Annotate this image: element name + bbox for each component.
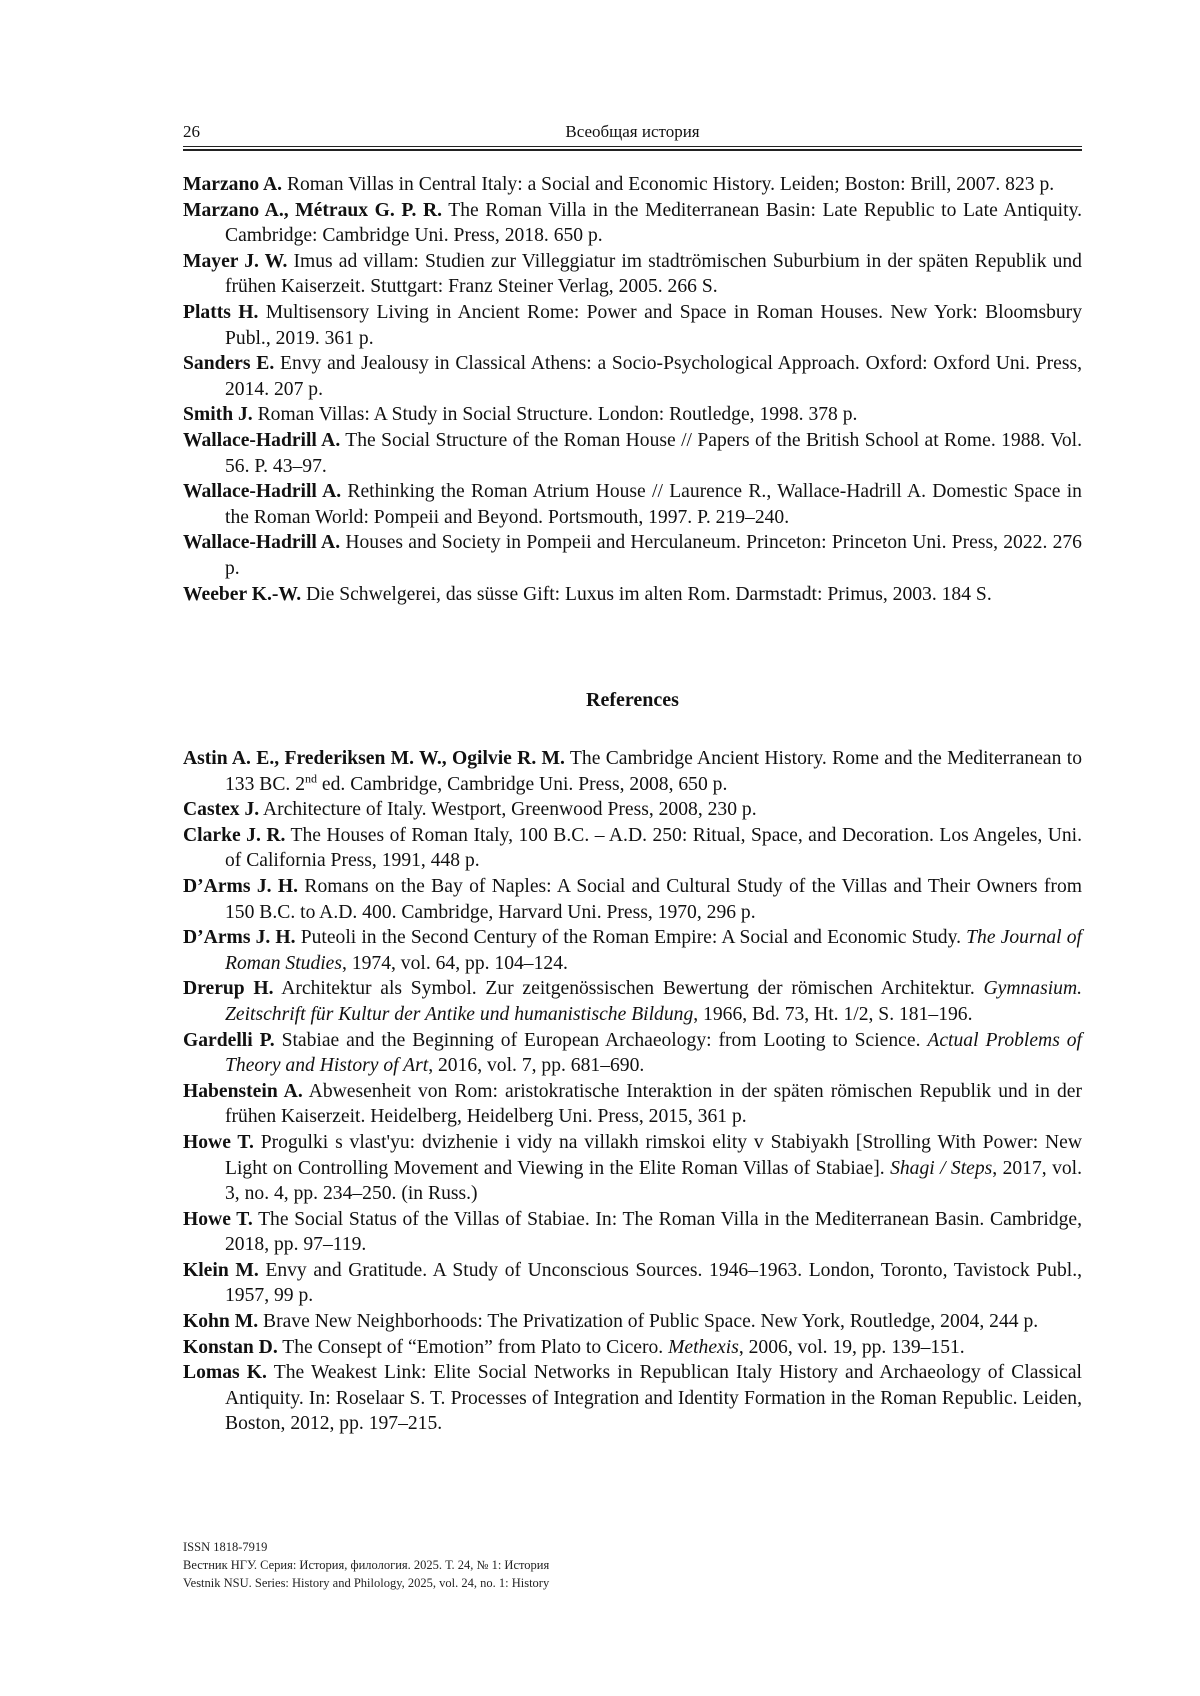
header-rule-thick (183, 149, 1082, 151)
ref-entry: Clarke J. R. The Houses of Roman Italy, 100 B.C. – A.D. 250: Ritual, Space, and Decoration. Los Angeles, Uni. of California Press, 1991, 448 p. (183, 823, 1082, 874)
ref-entry: D’Arms J. H. Romans on the Bay of Naples: A Social and Cultural Study of the Villas and Their Owners from 150 B.C. to A.D. 400. Cambridge, Harvard Uni. Press, 1970, 296 p. (183, 874, 1082, 925)
ref-entry: Howe T. Progulki s vlast'yu: dvizhenie i vidy na villakh rimskoi elity v Stabiyakh [Strolling With Power: New Light on Controlling Movement and Viewing in the Elite Roman Villas of Stabiae]. Shagi / Steps, 2017, vol. 3, no. 4, pp. 234–250. (in Russ.) (183, 1130, 1082, 1207)
page-header (183, 122, 1082, 146)
page-footer (183, 1538, 549, 1592)
bib-entry: Smith J. Roman Villas: A Study in Social Structure. London: Routledge, 1998. 378 p. (183, 402, 1082, 428)
section-title: Всеобщая история (183, 122, 1082, 142)
ref-entry: Castex J. Architecture of Italy. Westport, Greenwood Press, 2008, 230 p. (183, 797, 1082, 823)
ref-entry: Klein M. Envy and Gratitude. A Study of Unconscious Sources. 1946–1963. London, Toronto, Tavistock Publ., 1957, 99 p. (183, 1258, 1082, 1309)
bib-entry: Wallace-Hadrill A. The Social Structure of the Roman House // Papers of the British School at Rome. 1988. Vol. 56. P. 43–97. (183, 428, 1082, 479)
ref-entry: D’Arms J. H. Puteoli in the Second Century of the Roman Empire: A Social and Economic Study. The Journal of Roman Studies, 1974, vol. 64, pp. 104–124. (183, 925, 1082, 976)
bib-entry: Weeber K.-W. Die Schwelgerei, das süsse Gift: Luxus im alten Rom. Darmstadt: Primus, 2003. 184 S. (183, 582, 1082, 608)
ref-entry: Howe T. The Social Status of the Villas of Stabiae. In: The Roman Villa in the Mediterranean Basin. Cambridge, 2018, pp. 97–119. (183, 1207, 1082, 1258)
bib-entry: Platts H. Multisensory Living in Ancient Rome: Power and Space in Roman Houses. New York: Bloomsbury Publ., 2019. 361 p. (183, 300, 1082, 351)
references-list (183, 746, 1082, 1437)
ref-entry: Konstan D. The Consept of “Emotion” from Plato to Cicero. Methexis, 2006, vol. 19, pp. 139–151. (183, 1335, 1082, 1361)
footer-journal-en: Vestnik NSU. Series: History and Philology, 2025, vol. 24, no. 1: History (183, 1574, 549, 1592)
bib-entry: Marzano A., Métraux G. P. R. The Roman Villa in the Mediterranean Basin: Late Republic to Late Antiquity. Cambridge: Cambridge Uni. Press, 2018. 650 p. (183, 198, 1082, 249)
references-heading: References (183, 689, 1082, 712)
ref-entry: Drerup H. Architektur als Symbol. Zur zeitgenössischen Bewertung der römischen Architektur. Gymnasium. Zeitschrift für Kultur der Antike und humanistische Bildung, 1966, Bd. 73, Ht. 1/2, S. 181–196. (183, 976, 1082, 1027)
bib-entry: Mayer J. W. Imus ad villam: Studien zur Villeggiatur im stadtrömischen Suburbium in der späten Republik und frühen Kaiserzeit. Stuttgart: Franz Steiner Verlag, 2005. 266 S. (183, 249, 1082, 300)
footer-issn: ISSN 1818-7919 (183, 1538, 549, 1556)
page-number: 26 (183, 122, 200, 142)
ref-entry: Gardelli P. Stabiae and the Beginning of European Archaeology: from Looting to Science. Actual Problems of Theory and History of Art, 2016, vol. 7, pp. 681–690. (183, 1028, 1082, 1079)
ref-entry: Astin A. E., Frederiksen M. W., Ogilvie R. M. The Cambridge Ancient History. Rome and the Mediterranean to 133 BC. 2nd ed. Cambridge, Cambridge Uni. Press, 2008, 650 p. (183, 746, 1082, 797)
ref-entry: Lomas K. The Weakest Link: Elite Social Networks in Republican Italy History and Archaeology of Classical Antiquity. In: Roselaar S. T. Processes of Integration and Identity Formation in the Roman Republic. Leiden, Boston, 2012, pp. 197–215. (183, 1360, 1082, 1437)
ref-entry: Habenstein A. Abwesenheit von Rom: aristokratische Interaktion in der späten römischen Republik und in der frühen Kaiserzeit. Heidelberg, Heidelberg Uni. Press, 2015, 361 p. (183, 1079, 1082, 1130)
header-rule-thin (183, 146, 1082, 147)
bib-entry: Sanders E. Envy and Jealousy in Classical Athens: a Socio-Psychological Approach. Oxford: Oxford Uni. Press, 2014. 207 p. (183, 351, 1082, 402)
ref-entry: Kohn M. Brave New Neighborhoods: The Privatization of Public Space. New York, Routledge, 2004, 244 p. (183, 1309, 1082, 1335)
bib-entry: Wallace-Hadrill A. Houses and Society in Pompeii and Herculaneum. Princeton: Princeton Uni. Press, 2022. 276 p. (183, 530, 1082, 581)
footer-journal-ru: Вестник НГУ. Серия: История, филология. 2025. Т. 24, № 1: История (183, 1556, 549, 1574)
bib-entry: Marzano A. Roman Villas in Central Italy: a Social and Economic History. Leiden; Boston: Brill, 2007. 823 p. (183, 172, 1082, 198)
bibliography-list (183, 172, 1082, 607)
bib-entry: Wallace-Hadrill A. Rethinking the Roman Atrium House // Laurence R., Wallace-Hadrill A. Domestic Space in the Roman World: Pompeii and Beyond. Portsmouth, 1997. P. 219–240. (183, 479, 1082, 530)
